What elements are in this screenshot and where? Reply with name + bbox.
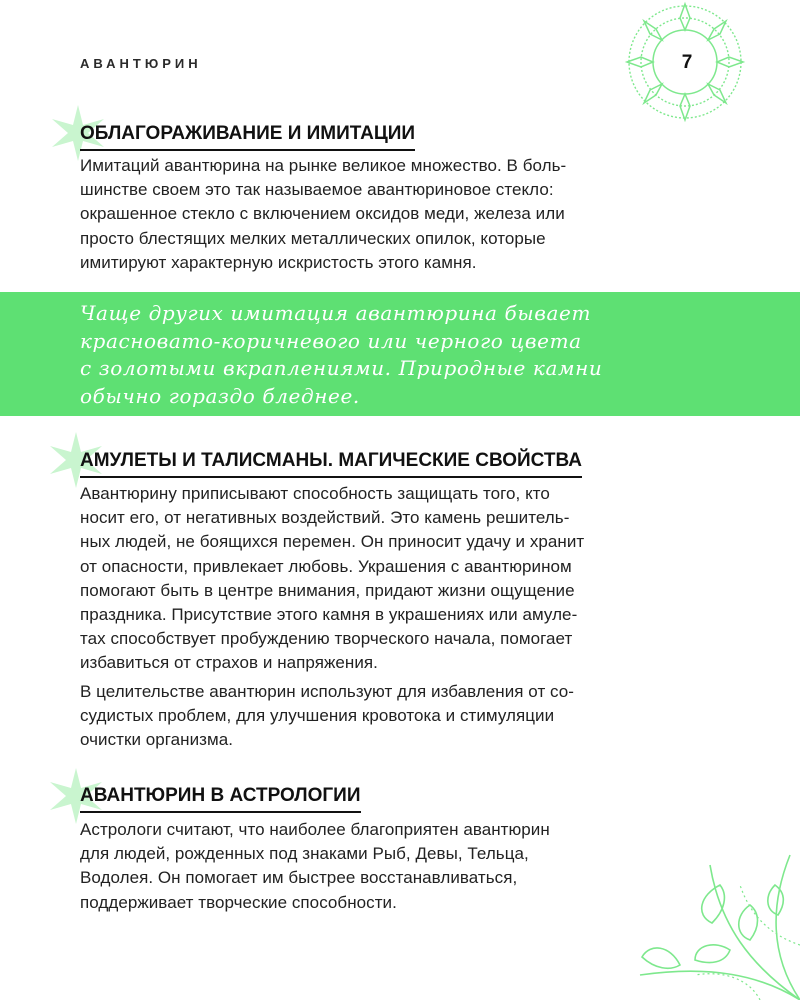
text-line: имитируют характерную искристость этого камня. <box>80 252 477 272</box>
text-line: избавиться от страхов и напряжения. <box>80 653 378 673</box>
text-line: просто блестящих мелких металлических опилок, которые <box>80 228 546 248</box>
pull-quote <box>80 300 720 410</box>
text-line: помогают быть в центре внимания, придают жизни ощущение <box>80 580 575 600</box>
text-line: поддерживает творческие способности. <box>80 892 397 912</box>
section-title-amulets: АМУЛЕТЫ И ТАЛИСМАНЫ. МАГИЧЕСКИЕ СВОЙСТВА <box>80 449 582 478</box>
page-number: 7 <box>681 52 693 73</box>
text-line: очистки организма. <box>80 730 234 750</box>
text-line: окрашенное стекло с включением оксидов меди, железа или <box>80 204 565 224</box>
text-line: Водолея. Он помогает им быстрее восстанавливаться, <box>80 868 518 888</box>
running-title: АВАНТЮРИН <box>80 56 202 71</box>
quote-line: с золотыми вкраплениями. Природные камни <box>80 356 603 380</box>
text-line: шинстве своем это так называемое авантюриновое стекло: <box>80 180 554 200</box>
text-line: праздника. Присутствие этого камня в украшениях или амуле- <box>80 605 578 625</box>
text-line: ных людей, не боящихся перемен. Он приносит удачу и хранит <box>80 532 585 552</box>
section-title-imitations: ОБЛАГОРАЖИВАНИЕ И ИМИТАЦИИ <box>80 122 415 151</box>
text-line: Авантюрину приписывают способность защищать того, кто <box>80 484 550 503</box>
paragraph-imitations <box>80 154 680 275</box>
text-line: тах способствует пробуждению творческого начала, помогает <box>80 629 573 649</box>
paragraph-astrology <box>80 818 680 915</box>
quote-line: Чаще других имитация авантюрина бывает <box>80 301 592 325</box>
section-title-astrology: АВАНТЮРИН В АСТРОЛОГИИ <box>80 784 361 813</box>
quote-line: обычно гораздо бледнее. <box>80 383 360 408</box>
paragraph-healing <box>80 680 680 753</box>
text-line: Астрологи считают, что наиболее благоприятен авантюрин <box>80 820 550 839</box>
quote-line: красновато-коричневого или черного цвета <box>80 328 582 353</box>
text-line: Имитаций авантюрина на рынке великое множество. В боль- <box>80 156 567 175</box>
paragraph-amulets <box>80 482 680 676</box>
text-line: от опасности, привлекает любовь. Украшения с авантюрином <box>80 556 572 576</box>
text-line: В целительстве авантюрин используют для избавления от со- <box>80 682 575 701</box>
text-line: носит его, от негативных воздействий. Это камень решитель- <box>80 508 570 528</box>
text-line: судистых проблем, для улучшения кровотока и стимуляции <box>80 706 555 726</box>
text-line: для людей, рожденных под знаками Рыб, Девы, Тельца, <box>80 844 529 864</box>
